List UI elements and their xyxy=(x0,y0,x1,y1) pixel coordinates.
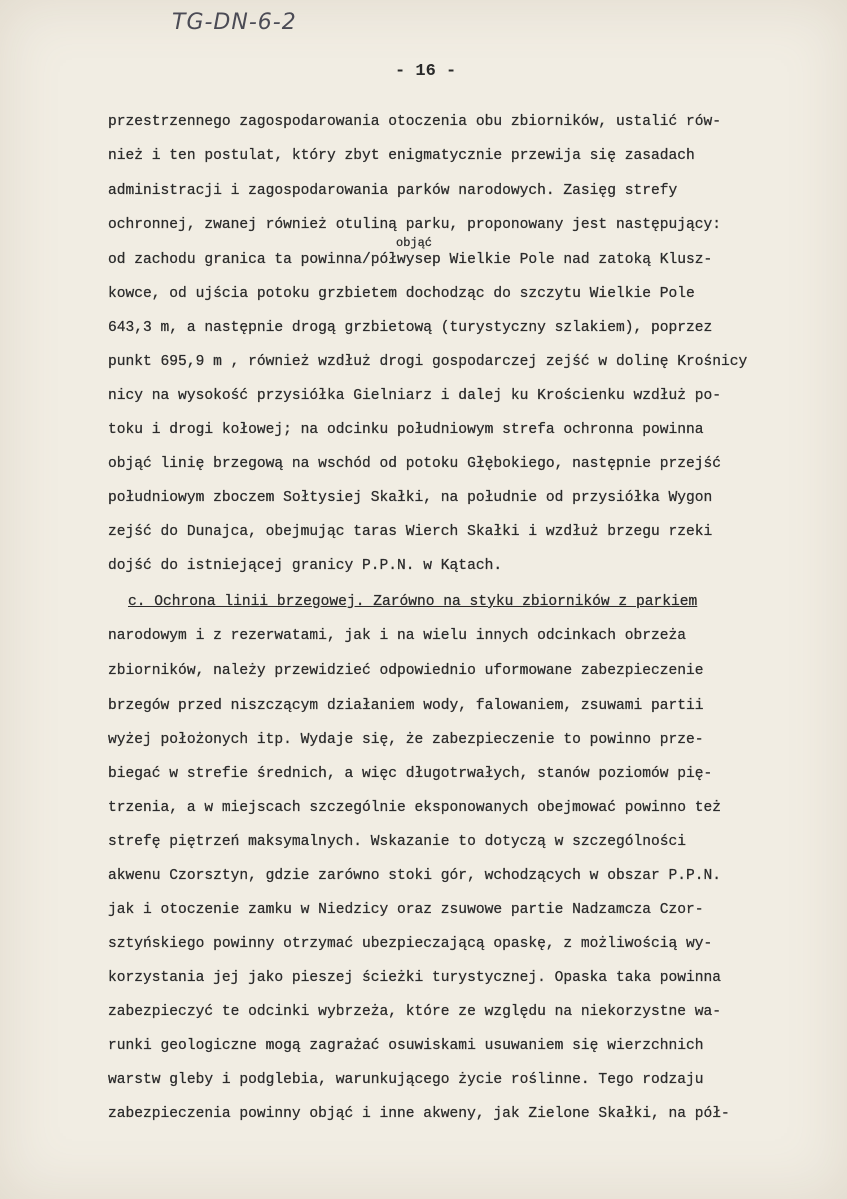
text-line-23: akwenu Czorsztyn, gdzie zarówno stoki gór, wchodzących w obszar P.P.N. xyxy=(108,868,722,884)
text-line-10: toku i drogi kołowej; na odcinku południowym strefa ochronna powinna xyxy=(108,422,704,438)
text-line-22: strefę piętrzeń maksymalnych. Wskazanie to dotyczą w szczególności xyxy=(108,834,687,850)
text-line-13: zejść do Dunajca, obejmując taras Wierch Skałki i wzdłuż brzegu rzeki xyxy=(108,524,713,540)
page-number: - 16 - xyxy=(395,62,457,81)
text-line-1: przestrzennego zagospodarowania otoczenia obu zbiorników, ustalić rów- xyxy=(108,114,722,130)
handwritten-insertion: objąć xyxy=(396,236,433,250)
text-line-17: zbiorników, należy przewidzieć odpowiednio uformowane zabezpieczenie xyxy=(108,663,704,679)
section-heading-line: c. Ochrona linii brzegowej. Zarówno na styku zbiorników z parkiem xyxy=(128,594,698,610)
handwritten-reference: TG-DN-6-2 xyxy=(172,10,297,35)
text-line-30: zabezpieczenia powinny objąć i inne akweny, jak Zielone Skałki, na pół- xyxy=(108,1106,730,1122)
text-line-4: ochronnej, zwanej również otuliną parku, proponowany jest następujący: xyxy=(108,217,722,233)
text-line-8: punkt 695,9 m , również wzdłuż drogi gospodarczej zejść w dolinę Krośnicy xyxy=(108,354,748,370)
text-line-11: objąć linię brzegową na wschód od potoku Głębokiego, następnie przejść xyxy=(108,456,722,472)
text-line-28: runki geologiczne mogą zagrażać osuwiskami usuwaniem się wierzchnich xyxy=(108,1038,704,1054)
text-line-29: warstw gleby i podglebia, warunkującego życie roślinne. Tego rodzaju xyxy=(108,1072,704,1088)
text-line-12: południowym zboczem Sołtysiej Skałki, na południe od przysiółka Wygon xyxy=(108,490,713,506)
text-line-5: od zachodu granica ta powinna/półwysep Wielkie Pole nad zatoką Klusz- xyxy=(108,252,713,268)
text-line-24: jak i otoczenie zamku w Niedzicy oraz zsuwowe partie Nadzamcza Czor- xyxy=(108,902,704,918)
text-line-6: kowce, od ujścia potoku grzbietem dochodząc do szczytu Wielkie Pole xyxy=(108,286,695,302)
text-line-9: nicy na wysokość przysiółka Gielniarz i dalej ku Krościenku wzdłuż po- xyxy=(108,388,722,404)
text-line-26: korzystania jej jako pieszej ścieżki turystycznej. Opaska taka powinna xyxy=(108,970,722,986)
text-line-18: brzegów przed niszczącym działaniem wody, falowaniem, zsuwami partii xyxy=(108,698,704,714)
text-line-3: administracji i zagospodarowania parków narodowych. Zasięg strefy xyxy=(108,183,678,199)
text-line-27: zabezpieczyć te odcinki wybrzeża, które ze względu na niekorzystne wa- xyxy=(108,1004,722,1020)
text-line-2: nież i ten postulat, który zbyt enigmatycznie przewija się zasadach xyxy=(108,148,695,164)
text-line-16: narodowym i z rezerwatami, jak i na wielu innych odcinkach obrzeża xyxy=(108,628,687,644)
text-line-19: wyżej położonych itp. Wydaje się, że zabezpieczenie to powinno prze- xyxy=(108,732,704,748)
text-line-7: 643,3 m, a następnie drogą grzbietową (turystyczny szlakiem), poprzez xyxy=(108,320,713,336)
text-line-14: dojść do istniejącej granicy P.P.N. w Kątach. xyxy=(108,558,503,574)
text-line-25: sztyńskiego powinny otrzymać ubezpieczającą opaskę, z możliwością wy- xyxy=(108,936,713,952)
text-line-21: trzenia, a w miejscach szczególnie eksponowanych obejmować powinno też xyxy=(108,800,722,816)
text-line-20: biegać w strefie średnich, a więc długotrwałych, stanów poziomów pię- xyxy=(108,766,713,782)
